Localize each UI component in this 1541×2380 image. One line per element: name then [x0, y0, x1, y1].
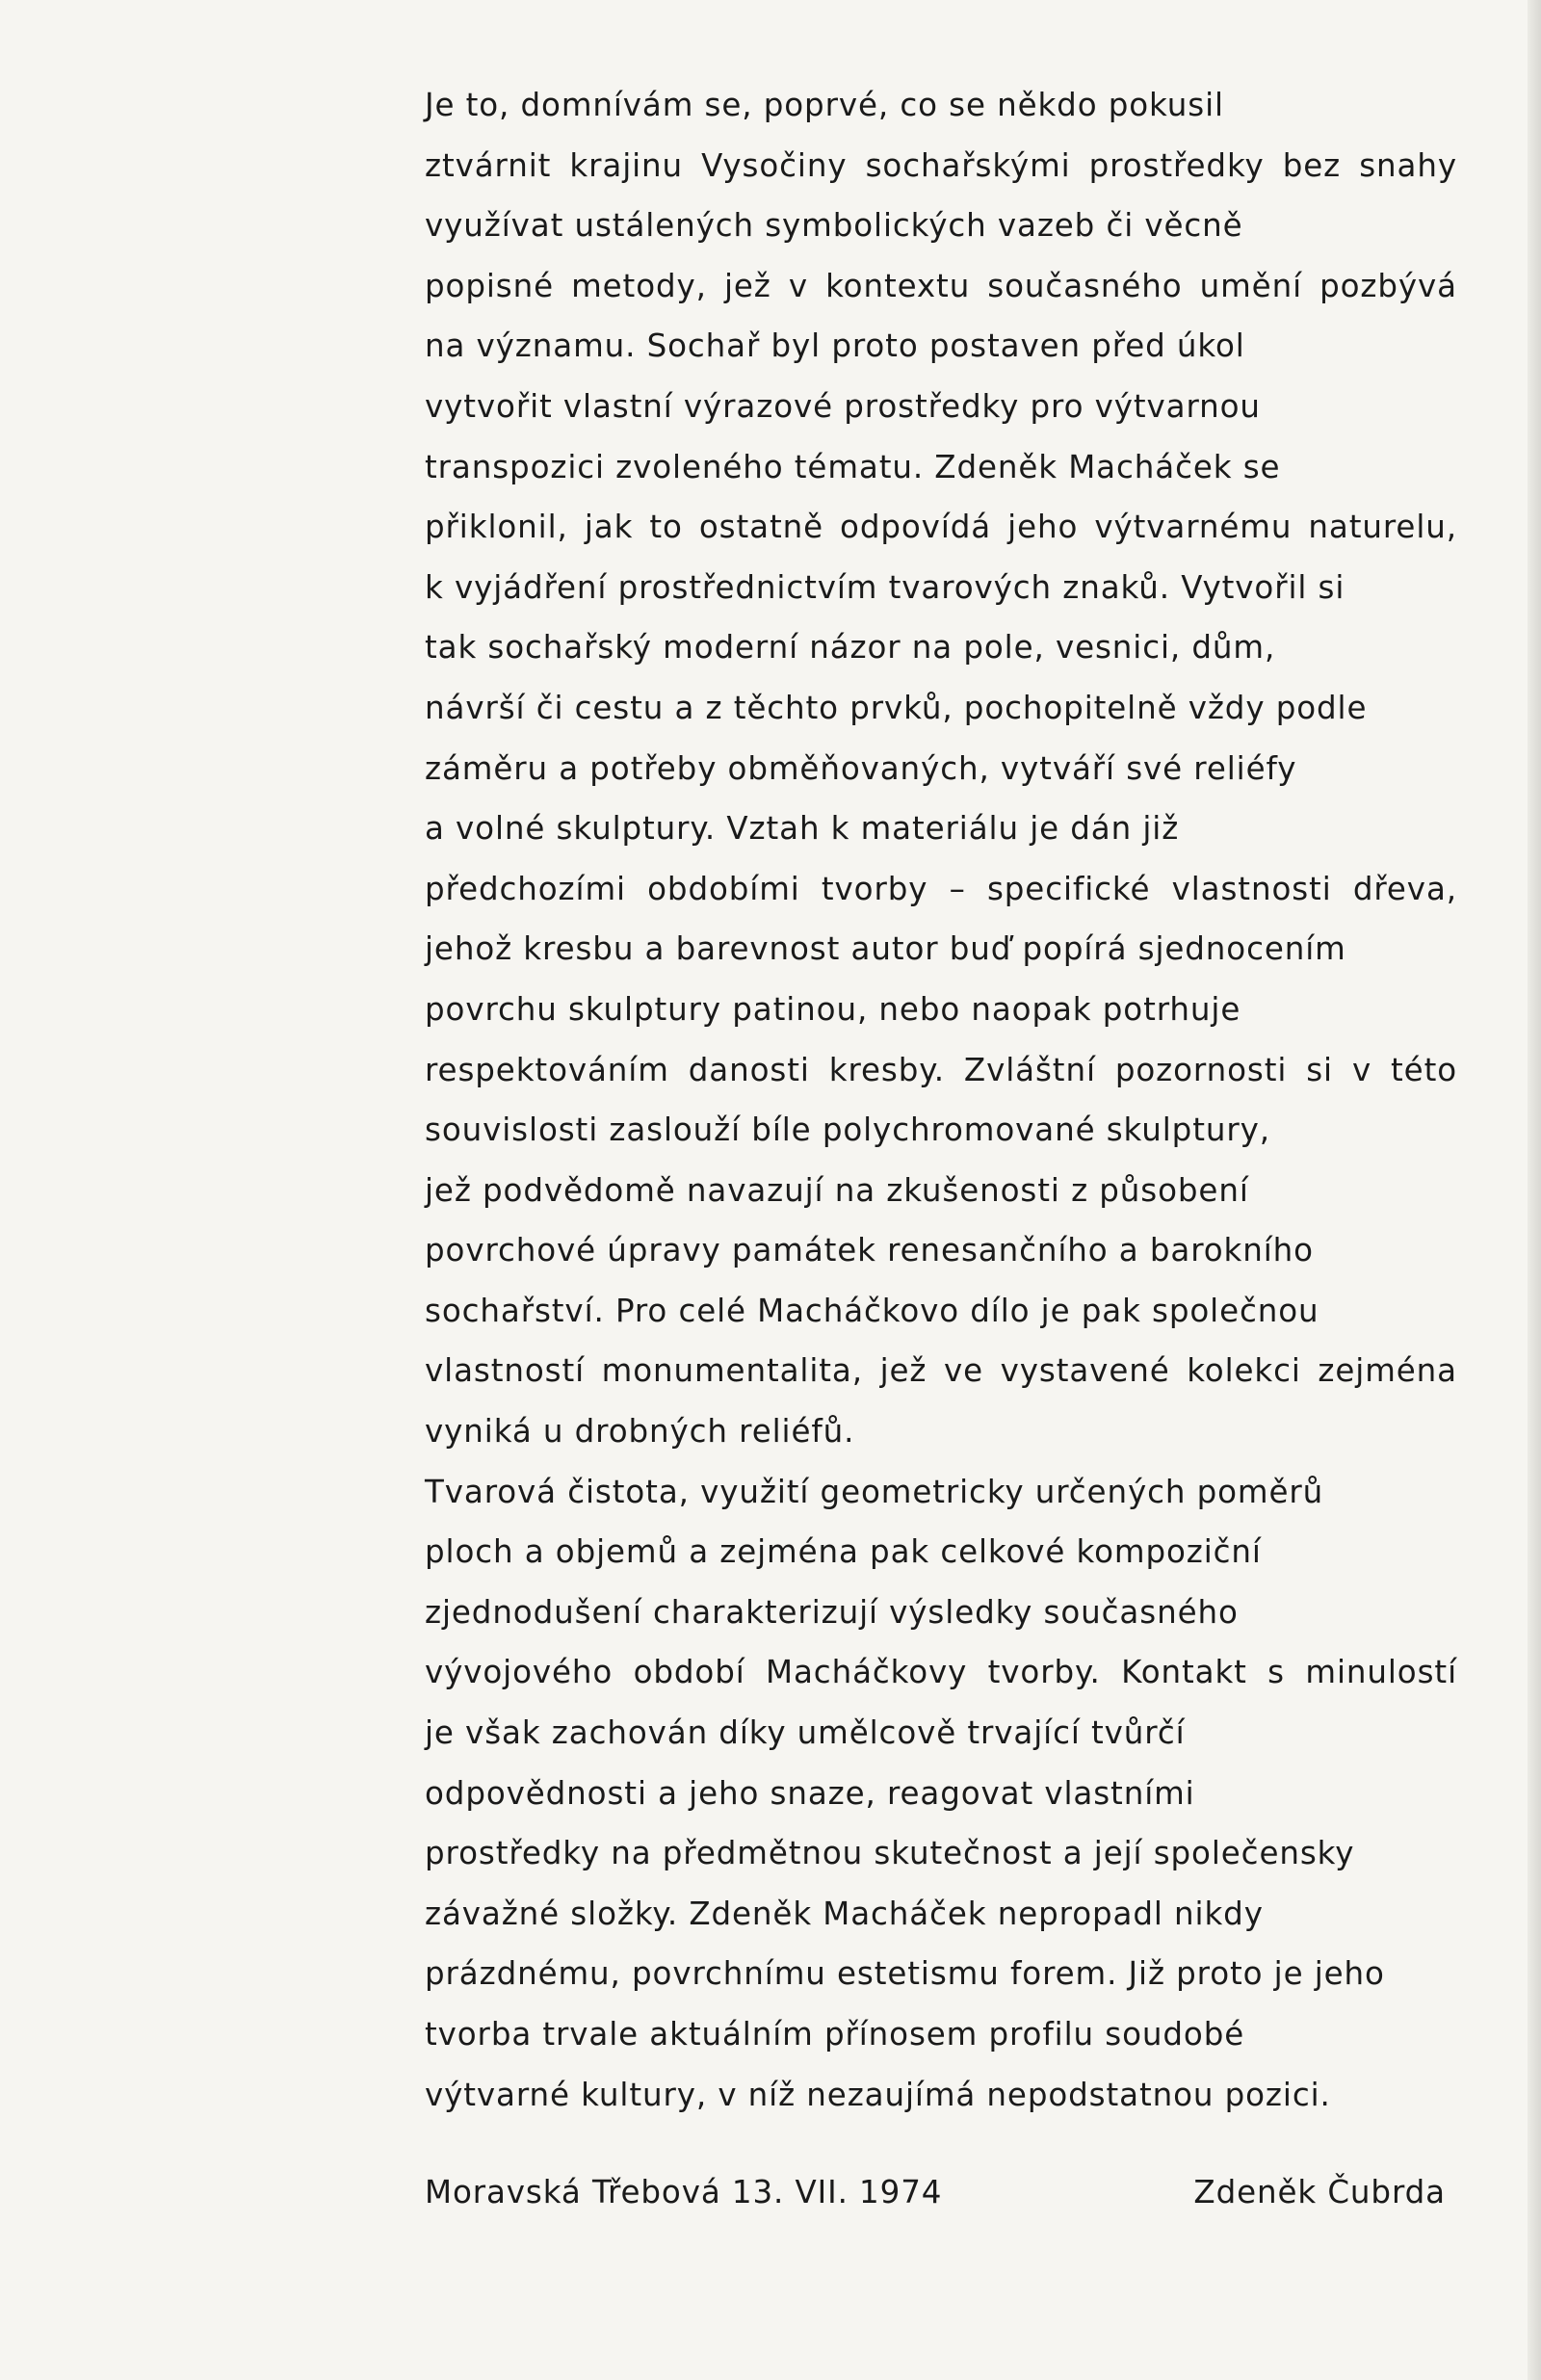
text-line: souvislosti zaslouží bíle polychromované skulptury, — [425, 1112, 1270, 1149]
text-line: závažné složky. Zdeněk Macháček nepropadl nikdy — [425, 1895, 1264, 1932]
author-name: Zdeněk Čubrda — [1193, 2174, 1446, 2210]
text-line: tvorba trvale aktuálním přínosem profilu soudobé — [425, 2016, 1245, 2053]
text-line: Tvarová čistota, využití geometricky určených poměrů — [425, 1473, 1324, 1510]
text-line: předchozími obdobími tvorby – specifické vlastnosti dřeva, — [425, 870, 1457, 907]
text-line: k vyjádření prostřednictvím tvarových znaků. Vytvořil si — [425, 568, 1345, 606]
text-line: prázdnému, povrchnímu estetismu forem. Již proto je jeho — [425, 1955, 1385, 1993]
text-line: je však zachován díky umělcově trvající tvůrčí — [425, 1714, 1186, 1752]
text-line: ztvárnit krajinu Vysočiny sochařskými prostředky bez snahy — [425, 146, 1457, 184]
text-line: využívat ustálených symbolických vazeb či věcně — [425, 207, 1243, 245]
text-line: povrchové úpravy památek renesančního a barokního — [425, 1232, 1314, 1269]
text-line: odpovědnosti a jeho snaze, reagovat vlastními — [425, 1774, 1195, 1812]
text-line: povrchu skulptury patinou, nebo naopak potrhuje — [425, 990, 1241, 1028]
text-line: vyniká u drobných reliéfů. — [425, 1413, 855, 1451]
text-line: návrší či cestu a z těchto prvků, pochopitelně vždy podle — [425, 689, 1368, 726]
text-line: vlastností monumentalita, jež ve vystavené kolekci zejména — [425, 1352, 1457, 1390]
text-line: zjednodušení charakterizují výsledky současného — [425, 1593, 1239, 1631]
text-line: popisné metody, jež v kontextu současného umění pozbývá — [425, 267, 1457, 304]
text-line: ploch a objemů a zejména pak celkové kompoziční — [425, 1533, 1262, 1571]
text-line: přiklonil, jak to ostatně odpovídá jeho výtvarnému naturelu, — [425, 509, 1457, 546]
text-line: výtvarné kultury, v níž nezaujímá nepodstatnou pozici. — [425, 2076, 1331, 2113]
text-line: vytvořit vlastní výrazové prostředky pro výtvarnou — [425, 387, 1261, 425]
text-line: tak sochařský moderní názor na pole, vesnici, dům, — [425, 629, 1276, 667]
text-line: vývojového období Macháčkovy tvorby. Kontakt s minulostí — [425, 1654, 1457, 1691]
text-line: sochařství. Pro celé Macháčkovo dílo je pak společnou — [425, 1292, 1319, 1329]
place-date: Moravská Třebová 13. VII. 1974 — [425, 2174, 943, 2210]
text-line: jehož kresbu a barevnost autor buď popírá sjednocením — [425, 930, 1346, 968]
page-edge — [1528, 0, 1541, 2380]
text-line: na významu. Sochař byl proto postaven před úkol — [425, 327, 1245, 365]
signature-row — [425, 2162, 1446, 2222]
text-line: jež podvědomě navazují na zkušenosti z působení — [425, 1171, 1249, 1209]
text-line: transpozici zvoleného tématu. Zdeněk Macháček se — [425, 448, 1281, 485]
text-line: respektováním danosti kresby. Zvláštní pozornosti si v této — [425, 1051, 1457, 1088]
text-line: prostředky na předmětnou skutečnost a její společensky — [425, 1835, 1355, 1872]
text-line: Je to, domnívám se, poprvé, co se někdo pokusil — [425, 87, 1224, 123]
text-line: záměru a potřeby obměňovaných, vytváří své reliéfy — [425, 749, 1297, 787]
essay-text — [425, 75, 1457, 2125]
text-line: a volné skulptury. Vztah k materiálu je dán již — [425, 810, 1180, 848]
